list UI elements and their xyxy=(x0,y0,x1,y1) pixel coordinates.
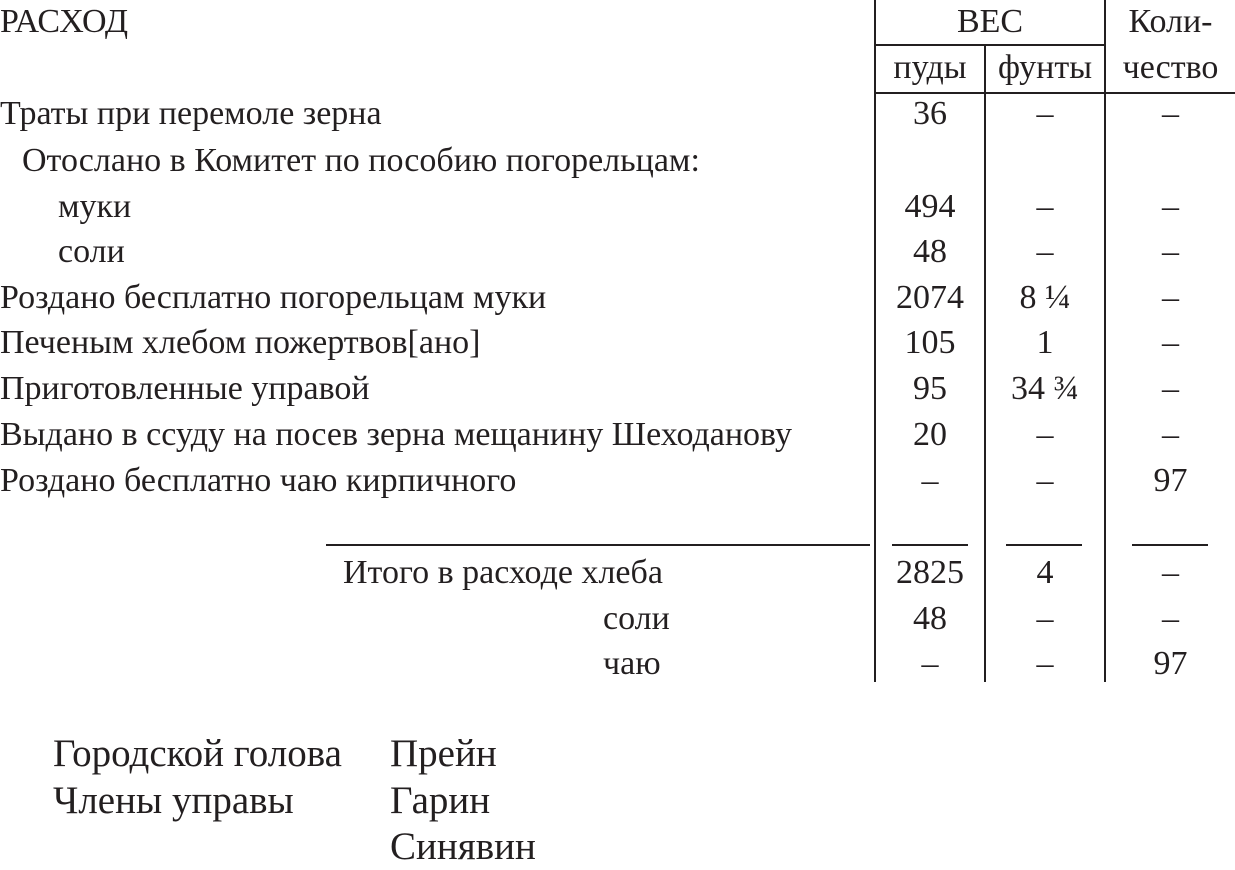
row-label: Роздано бесплатно чаю кирпичного xyxy=(0,462,517,499)
row-pud: 48 xyxy=(913,233,947,270)
row-funt: 8 ¼ xyxy=(1019,279,1071,316)
table-title: РАСХОД xyxy=(0,3,129,40)
row-funt: 1 xyxy=(1036,324,1054,361)
total-label: чаю xyxy=(603,645,661,682)
row-pud: 105 xyxy=(904,324,956,361)
row-label: муки xyxy=(58,188,132,225)
mayor-title: Городской голова xyxy=(53,732,342,775)
row-pud: 20 xyxy=(913,416,947,453)
total-funt: – xyxy=(1036,645,1054,682)
member-name: Гарин xyxy=(390,779,491,822)
total-funt: 4 xyxy=(1036,554,1054,591)
members-title: Члены управы xyxy=(53,779,294,822)
row-label: Отослано в Комитет по пособию погорельцам: xyxy=(22,142,700,179)
total-qty: – xyxy=(1162,554,1179,591)
row-label: соли xyxy=(58,233,125,270)
member-name: Синявин xyxy=(390,825,536,868)
qty-header-line2: чество xyxy=(1122,49,1219,86)
row-funt: 34 ¾ xyxy=(1011,370,1079,407)
row-pud: 2074 xyxy=(896,279,964,316)
row-qty: – xyxy=(1162,370,1179,407)
pud-column-header: пуды xyxy=(893,49,967,86)
row-pud: – xyxy=(921,462,939,499)
row-qty: – xyxy=(1162,188,1179,225)
funt-column-header: фунты xyxy=(997,49,1093,86)
qty-header-line1: Коли- xyxy=(1128,3,1213,40)
sum-rule-funt xyxy=(1006,544,1082,546)
row-qty: – xyxy=(1162,233,1179,270)
total-qty: 97 xyxy=(1153,645,1188,682)
total-label: Итого в расходе хлеба xyxy=(343,554,663,591)
row-pud: 36 xyxy=(913,95,947,132)
row-label: Печеным хлебом пожертвов[ано] xyxy=(0,324,481,361)
weight-subheader-rule xyxy=(874,44,1106,46)
row-pud: 95 xyxy=(913,370,947,407)
sum-rule-label xyxy=(326,544,870,546)
total-pud: – xyxy=(921,645,939,682)
row-qty: – xyxy=(1162,279,1179,316)
row-qty: – xyxy=(1162,324,1179,361)
weight-group-header: ВЕС xyxy=(956,3,1024,40)
total-funt: – xyxy=(1036,600,1054,637)
row-funt: – xyxy=(1036,95,1054,132)
mayor-name: Прейн xyxy=(390,732,497,775)
row-qty: – xyxy=(1162,416,1179,453)
total-pud: 2825 xyxy=(896,554,964,591)
row-qty: 97 xyxy=(1153,462,1188,499)
row-label: Выдано в ссуду на посев зерна мещанину Шеходанову xyxy=(0,416,792,453)
row-funt: – xyxy=(1036,233,1054,270)
row-funt: – xyxy=(1036,416,1054,453)
row-funt: – xyxy=(1036,462,1054,499)
total-qty: – xyxy=(1162,600,1179,637)
row-pud: 494 xyxy=(904,188,956,225)
row-label: Приготовленные управой xyxy=(0,370,370,407)
row-qty: – xyxy=(1162,95,1179,132)
row-funt: – xyxy=(1036,188,1054,225)
sum-rule-qty xyxy=(1132,544,1208,546)
row-label: Роздано бесплатно погорельцам муки xyxy=(0,279,547,316)
row-label: Траты при перемоле зерна xyxy=(0,95,382,132)
total-label: соли xyxy=(603,600,670,637)
total-pud: 48 xyxy=(913,600,947,637)
sum-rule-pud xyxy=(892,544,968,546)
